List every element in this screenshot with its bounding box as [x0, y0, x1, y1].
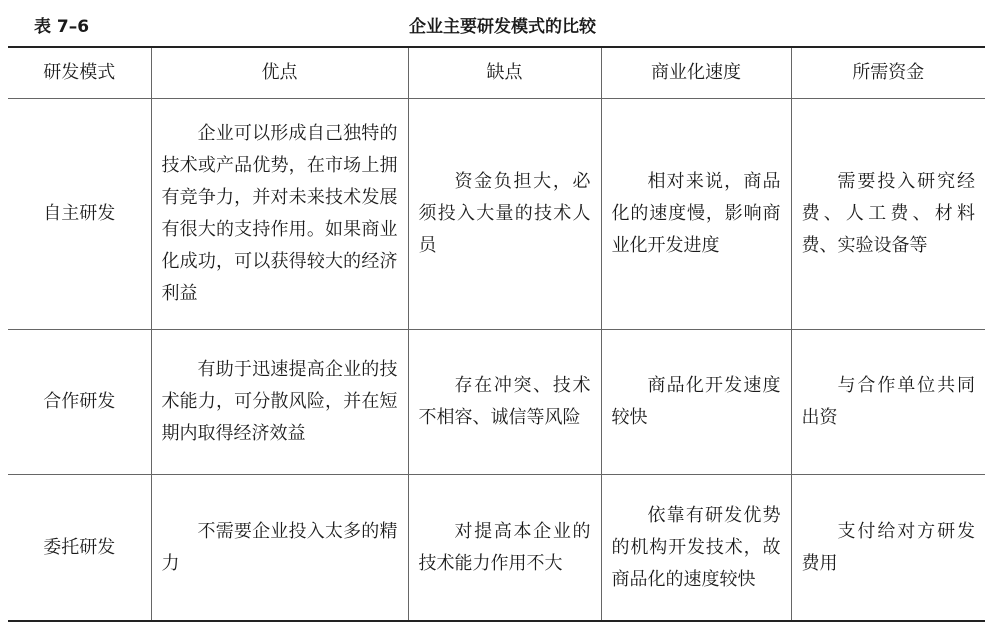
cell-mode: 委托研发 — [8, 475, 151, 622]
cell-pros — [151, 330, 408, 475]
header-funding: 所需资金 — [791, 47, 985, 99]
cell-pros-text: 企业可以形成自己独特的技术或产品优势，在市场上拥有竞争力，并对未来技术发展有很大的支持作用。如果商业化成功，可以获得较大的经济利益 — [161, 123, 398, 304]
cell-speed — [601, 99, 791, 330]
cell-cons-text: 存在冲突、技术不相容、诚信等风险 — [418, 375, 591, 428]
cell-funding-text: 与合作单位共同出资 — [801, 375, 975, 428]
cell-cons-text: 对提高本企业的技术能力作用不大 — [418, 520, 591, 574]
header-mode: 研发模式 — [8, 47, 151, 99]
cell-speed — [601, 475, 791, 622]
table-row — [8, 99, 985, 330]
rd-modes-comparison-table — [8, 46, 985, 622]
table-header-row — [8, 47, 985, 99]
header-speed: 商业化速度 — [601, 47, 791, 99]
cell-cons — [408, 330, 601, 475]
table-row — [8, 475, 985, 622]
header-pros: 优点 — [151, 47, 408, 99]
cell-cons — [408, 475, 601, 622]
table-number: 表 7–6 — [34, 17, 90, 37]
cell-cons — [408, 99, 601, 330]
cell-pros-text: 不需要企业投入太多的精力 — [161, 520, 398, 574]
cell-speed-text: 相对来说，商品化的速度慢，影响商业化开发进度 — [611, 171, 781, 256]
cell-speed-text: 商品化开发速度较快 — [611, 375, 781, 428]
cell-funding-text: 支付给对方研发费用 — [801, 520, 975, 574]
cell-pros — [151, 99, 408, 330]
cell-speed — [601, 330, 791, 475]
cell-funding — [791, 330, 985, 475]
cell-cons-text: 资金负担大，必须投入大量的技术人员 — [418, 171, 591, 256]
cell-funding-text: 需要投入研究经费、人工费、材料费、实验设备等 — [801, 171, 975, 256]
cell-mode: 合作研发 — [8, 330, 151, 475]
header-cons: 缺点 — [408, 47, 601, 99]
cell-funding — [791, 475, 985, 622]
cell-funding — [791, 99, 985, 330]
table-row — [8, 330, 985, 475]
cell-pros — [151, 475, 408, 622]
cell-mode: 自主研发 — [8, 99, 151, 330]
table-caption — [0, 14, 995, 40]
cell-pros-text: 有助于迅速提高企业的技术能力，可分散风险，并在短期内取得经济效益 — [161, 359, 398, 444]
table-title: 企业主要研发模式的比较 — [409, 17, 596, 37]
cell-speed-text: 依靠有研发优势的机构开发技术，故商品化的速度较快 — [611, 504, 781, 590]
